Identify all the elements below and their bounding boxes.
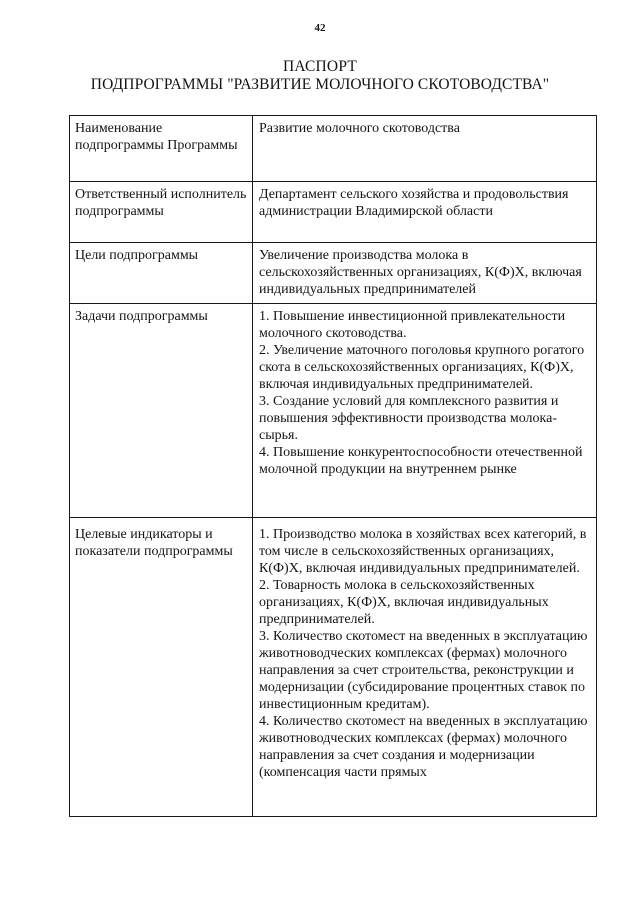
table-row [70, 518, 597, 817]
value-item: Развитие молочного скотоводства [259, 121, 460, 136]
row-label-tasks: Задачи подпрограммы [70, 304, 253, 518]
document-subtitle: ПОДПРОГРАММЫ "РАЗВИТИЕ МОЛОЧНОГО СКОТОВОДСТВА" [90, 76, 550, 93]
task-item: 4. Повышение конкурентоспособности отечественной молочной продукции на внутреннем рынке [259, 445, 583, 477]
row-value-goals [253, 243, 597, 304]
row-value-executor [253, 182, 597, 243]
page-number: 42 [314, 22, 326, 34]
row-label-indicators: Целевые индикаторы и показатели подпрограммы [70, 518, 253, 817]
task-item: 3. Создание условий для комплексного развития и повышения эффективности производства молока-сырья. [259, 394, 559, 443]
row-label-executor: Ответственный исполнитель подпрограммы [70, 182, 253, 243]
table-row [70, 116, 597, 182]
document-title: ПАСПОРТ [282, 58, 358, 75]
row-label-goals: Цели подпрограммы [70, 243, 253, 304]
table-row [70, 304, 597, 518]
row-value-tasks [253, 304, 597, 518]
task-item: 1. Повышение инвестиционной привлекательности молочного скотоводства. [259, 309, 566, 341]
row-value-indicators [253, 518, 597, 817]
indicator-item: 2. Товарность молока в сельскохозяйственных организациях, К(Ф)Х, включая индивидуальных предпринимателей. [259, 578, 549, 627]
passport-table [69, 115, 597, 817]
row-label-name: Наименование подпрограммы Программы [70, 116, 253, 182]
task-item: 2. Увеличение маточного поголовья крупного рогатого скота в сельскохозяйственных организациях, К(Ф)Х, включая индивидуальных предпринимателей. [259, 343, 585, 392]
indicator-item: 3. Количество скотомест на введенных в эксплуатацию животноводческих комплексах (фермах) молочного направления за счет строительства, реконструкции и модернизации (субсидирование процентных ставок по инвестиционным кредитам). [259, 629, 588, 712]
indicator-item: 4. Количество скотомест на введенных в эксплуатацию животноводческих комплексах (фермах) молочного направления за счет создания и модернизации (компенсация части прямых [259, 714, 588, 780]
row-value-name [253, 116, 597, 182]
table-row [70, 182, 597, 243]
table-row [70, 243, 597, 304]
value-item: Увеличение производства молока в сельскохозяйственных организациях, К(Ф)Х, включая индивидуальных предпринимателей [259, 248, 582, 297]
value-item: Департамент сельского хозяйства и продовольствия администрации Владимирской области [259, 187, 569, 219]
indicator-item: 1. Производство молока в хозяйствах всех категорий, в том числе в сельскохозяйственных организациях, К(Ф)Х, включая индивидуальных предпринимателей. [259, 527, 587, 576]
